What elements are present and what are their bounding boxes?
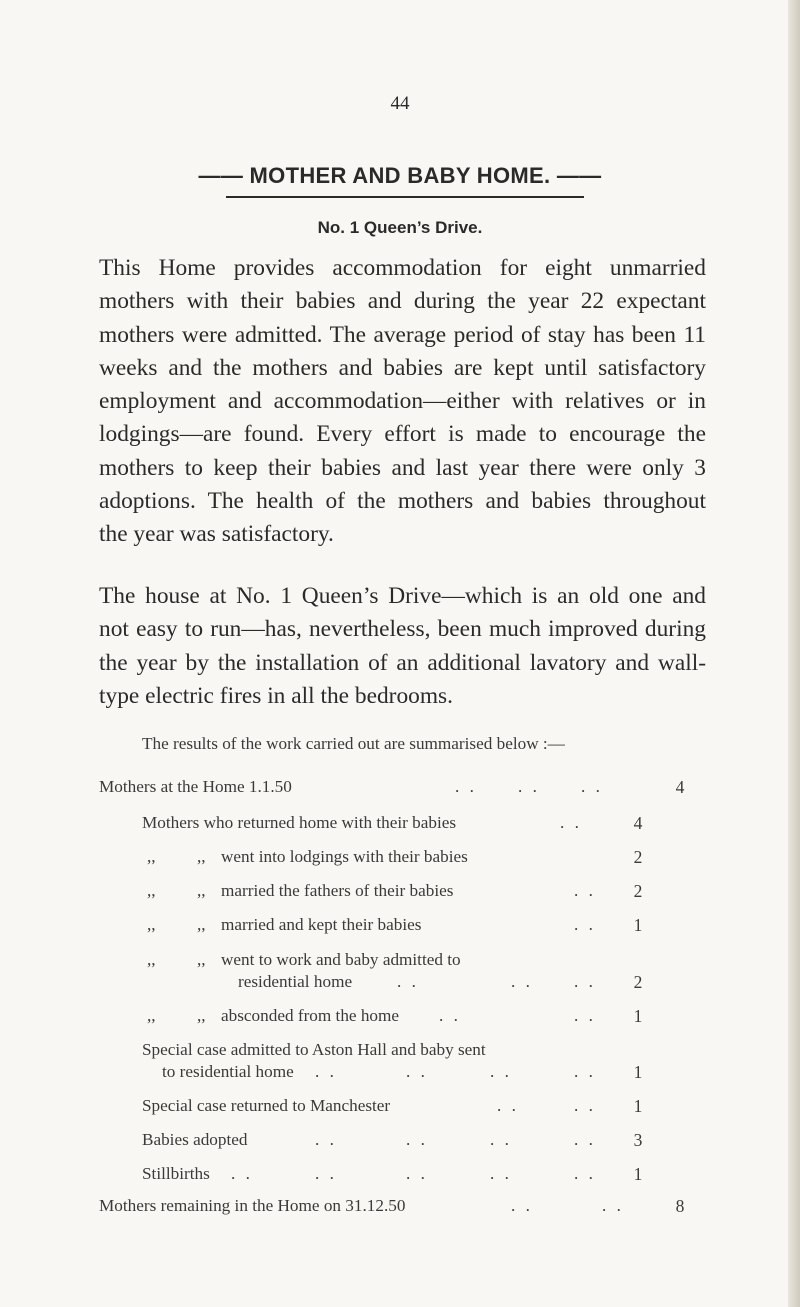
title-underline: [226, 196, 584, 198]
summary-row-label: Babies adopted: [142, 1130, 248, 1149]
summary-row-label-cont: residential home: [238, 972, 353, 991]
leader-dots: . .: [315, 1164, 337, 1183]
paragraph-line: the year was satisfactory.: [99, 521, 334, 548]
ditto-mark: ,,: [147, 1006, 156, 1025]
leader-dots: . .: [574, 1096, 596, 1115]
summary-row-label: went into lodgings with their babies: [221, 847, 468, 866]
paragraph-line: mothers to keep their babies and last year there were only 3: [99, 454, 706, 481]
paragraph-line: mothers with their babies and during the year 22 expectant: [99, 288, 706, 315]
page-subtitle: No. 1 Queen’s Drive.: [317, 218, 483, 237]
paragraph-line: the year by the installation of an additional lavatory and wall-: [99, 649, 706, 676]
paragraph-home-description: [99, 252, 706, 552]
leader-dots: . .: [406, 1164, 428, 1183]
page-edge: [788, 0, 800, 1307]
ditto-mark: ,,: [147, 915, 156, 934]
summary-row-label: Mothers at the Home 1.1.50: [99, 777, 292, 796]
leader-dots: . .: [490, 1130, 512, 1149]
summary-row-value: 2: [633, 972, 643, 992]
summary-row-label: absconded from the home: [221, 1006, 400, 1025]
summary-row-value: 4: [633, 813, 643, 833]
summary-row-label: Mothers remaining in the Home on 31.12.50: [99, 1196, 406, 1215]
summary-row-label: Special case admitted to Aston Hall and baby sent: [142, 1040, 486, 1059]
summary-row-label-cont: to residential home: [162, 1062, 294, 1081]
paragraph-line: This Home provides accommodation for eight unmarried: [99, 255, 706, 281]
leader-dots: . .: [581, 777, 603, 796]
leader-dots: . .: [315, 1062, 337, 1081]
leader-dots: . .: [574, 915, 596, 934]
summary-row-value: 1: [633, 1164, 643, 1184]
summary-intro: The results of the work carried out are summarised below :—: [142, 734, 565, 753]
paragraph-line: mothers were admitted. The average period of stay has been 11: [99, 321, 706, 348]
leader-dots: . .: [490, 1062, 512, 1081]
leader-dots: . .: [455, 777, 477, 796]
summary-row-label: Stillbirths: [142, 1164, 210, 1183]
summary-row-label: went to work and baby admitted to: [221, 950, 461, 969]
ditto-mark: ,,: [147, 881, 156, 900]
ditto-mark: ,,: [197, 847, 206, 866]
leader-dots: . .: [574, 1130, 596, 1149]
leader-dots: . .: [397, 972, 419, 991]
paragraph-line: weeks and the mothers and babies are kept until satisfactory: [99, 354, 706, 381]
leader-dots: . .: [574, 881, 596, 900]
leader-dots: . .: [497, 1096, 519, 1115]
leader-dots: . .: [511, 1196, 533, 1215]
ditto-mark: ,,: [197, 950, 206, 969]
ditto-mark: ,,: [197, 915, 206, 934]
summary-row-value: 1: [633, 1096, 643, 1116]
leader-dots: . .: [406, 1130, 428, 1149]
summary-row-value: 1: [633, 915, 643, 935]
summary-row-label: married and kept their babies: [221, 915, 422, 934]
summary-row-label: married the fathers of their babies: [221, 881, 454, 900]
paragraph-line: employment and accommodation—either with relatives or in: [99, 388, 706, 415]
summary-row-value: 1: [633, 1062, 643, 1082]
paragraph-line: type electric fires in all the bedrooms.: [99, 682, 453, 709]
paragraph-house-improvements: [99, 580, 706, 713]
ditto-mark: ,,: [147, 950, 156, 969]
leader-dots: . .: [574, 1164, 596, 1183]
leader-dots: . .: [574, 1006, 596, 1025]
summary-row-value: 8: [675, 1196, 685, 1216]
leader-dots: . .: [560, 813, 582, 832]
summary-row-label: Special case returned to Manchester: [142, 1096, 391, 1115]
leader-dots: . .: [511, 972, 533, 991]
paragraph-line: not easy to run—has, nevertheless, been much improved during: [99, 616, 706, 643]
ditto-mark: ,,: [197, 881, 206, 900]
ditto-mark: ,,: [147, 847, 156, 866]
summary-row-value: 3: [633, 1130, 643, 1150]
page-number: 44: [390, 93, 410, 114]
ditto-mark: ,,: [197, 1006, 206, 1025]
paragraph-line: adoptions. The health of the mothers and babies throughout: [99, 488, 706, 515]
leader-dots: . .: [490, 1164, 512, 1183]
summary-row-value: 2: [633, 847, 643, 867]
leader-dots: . .: [315, 1130, 337, 1149]
page-title: —— MOTHER AND BABY HOME. ——: [198, 163, 602, 188]
leader-dots: . .: [574, 1062, 596, 1081]
summary-row-value: 2: [633, 881, 643, 901]
summary-row-label: Mothers who returned home with their babies: [142, 813, 457, 832]
leader-dots: . .: [439, 1006, 461, 1025]
paragraph-line: The house at No. 1 Queen’s Drive—which is an old one and: [99, 583, 706, 609]
summary-row-value: 4: [675, 777, 685, 797]
leader-dots: . .: [574, 972, 596, 991]
paragraph-line: lodgings—are found. Every effort is made to encourage the: [99, 421, 706, 448]
summary-row-value: 1: [633, 1006, 643, 1026]
leader-dots: . .: [518, 777, 540, 796]
leader-dots: . .: [231, 1164, 253, 1183]
leader-dots: . .: [406, 1062, 428, 1081]
leader-dots: . .: [602, 1196, 624, 1215]
